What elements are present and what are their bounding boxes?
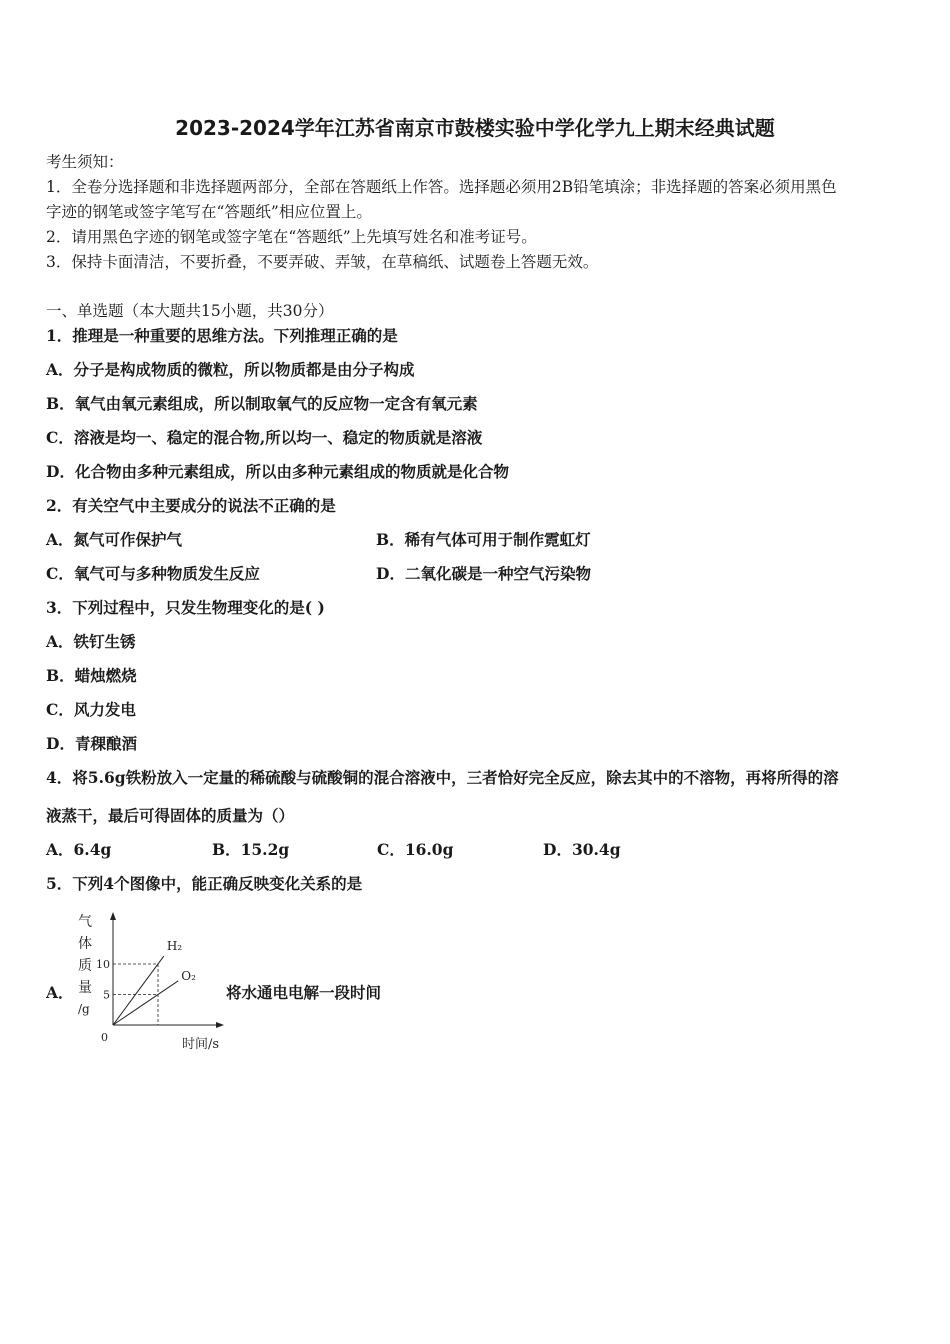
q1-option-a: A．分子是构成物质的微粒，所以物质都是由分子构成: [46, 360, 415, 379]
page-title: 2023-2024学年江苏省南京市鼓楼实验中学化学九上期末经典试题: [175, 116, 775, 140]
q5-option-a-label: A．: [46, 983, 74, 1002]
q2-option-d: D．二氧化碳是一种空气污染物: [376, 564, 591, 583]
q3-option-b: B．蜡烛燃烧: [46, 666, 137, 685]
q4-stem-cont: 液蒸干，最后可得固体的质量为（）: [46, 806, 295, 825]
q2-option-b: B．稀有气体可用于制作霓虹灯: [376, 530, 591, 549]
q2-stem: 2．有关空气中主要成分的说法不正确的是: [46, 496, 336, 515]
notice-heading: 考生须知：: [46, 153, 124, 171]
chart-origin-label: 0: [101, 1031, 108, 1044]
q1-option-b: B．氧气由氧元素组成，所以制取氧气的反应物一定含有氧元素: [46, 394, 478, 413]
q4-option-b: B．15.2g: [212, 840, 290, 859]
notice-item-3: 3．保持卡面清洁，不要折叠，不要弄破、弄皱，在草稿纸、试题卷上答题无效。: [46, 253, 599, 271]
chart-x-axis-arrow: [216, 1022, 224, 1028]
q3-option-d: D．青稞酿酒: [46, 734, 137, 753]
q3-stem: 3．下列过程中，只发生物理变化的是( ): [46, 598, 325, 617]
q4-option-d: D．30.4g: [543, 840, 621, 859]
electrolysis-chart: [70, 910, 230, 1055]
chart-ylabel-3: 质: [78, 958, 92, 974]
chart-xlabel: 时间/s: [182, 1037, 220, 1052]
chart-y-axis-arrow: [110, 912, 116, 920]
section-heading: 一、单选题（本大题共15小题，共30分）: [46, 302, 334, 320]
notice-item-1: 1．全卷分选择题和非选择题两部分，全部在答题纸上作答。选择题必须用2B铅笔填涂；非选择题的答案必须用黑色: [46, 178, 837, 196]
q4-option-a: A．6.4g: [46, 840, 112, 859]
q3-option-c: C．风力发电: [46, 700, 136, 719]
chart-ytick-5: 5: [103, 988, 110, 1002]
q2-option-a: A．氮气可作保护气: [46, 530, 183, 549]
chart-ylabel-2: 体: [78, 936, 92, 952]
q5-option-a-text: 将水通电电解一段时间: [226, 983, 382, 1002]
chart-ylabel-4: 量: [78, 980, 92, 996]
q5-stem: 5．下列4个图像中，能正确反映变化关系的是: [46, 874, 363, 893]
notice-item-1-cont: 字迹的钢笔或签字笔写在“答题纸”相应位置上。: [46, 203, 372, 221]
q2-option-c: C．氧气可与多种物质发生反应: [46, 564, 260, 583]
notice-item-2: 2．请用黑色字迹的钢笔或签字笔在“答题纸”上先填写姓名和准考证号。: [46, 228, 537, 246]
q4-option-c: C．16.0g: [377, 840, 454, 859]
q1-stem: 1．推理是一种重要的思维方法。下列推理正确的是: [46, 326, 398, 345]
chart-series-line-o2: [113, 981, 178, 1025]
chart-series-label-o2: O₂: [181, 968, 196, 983]
chart-series-line-h2: [113, 956, 164, 1025]
chart-ylabel-1: 气: [78, 914, 92, 930]
chart-ylabel-5: /g: [78, 1002, 90, 1016]
q3-option-a: A．铁钉生锈: [46, 632, 136, 651]
q1-option-d: D．化合物由多种元素组成，所以由多种元素组成的物质就是化合物: [46, 462, 509, 481]
q4-stem: 4．将5.6g铁粉放入一定量的稀硫酸与硫酸铜的混合溶液中，三者恰好完全反应，除去其中的不溶物，再将所得的溶: [46, 768, 839, 787]
q1-option-c: C．溶液是均一、稳定的混合物,所以均一、稳定的物质就是溶液: [46, 428, 483, 447]
chart-series-label-h2: H₂: [166, 939, 183, 954]
chart-ytick-10: 10: [96, 958, 110, 971]
